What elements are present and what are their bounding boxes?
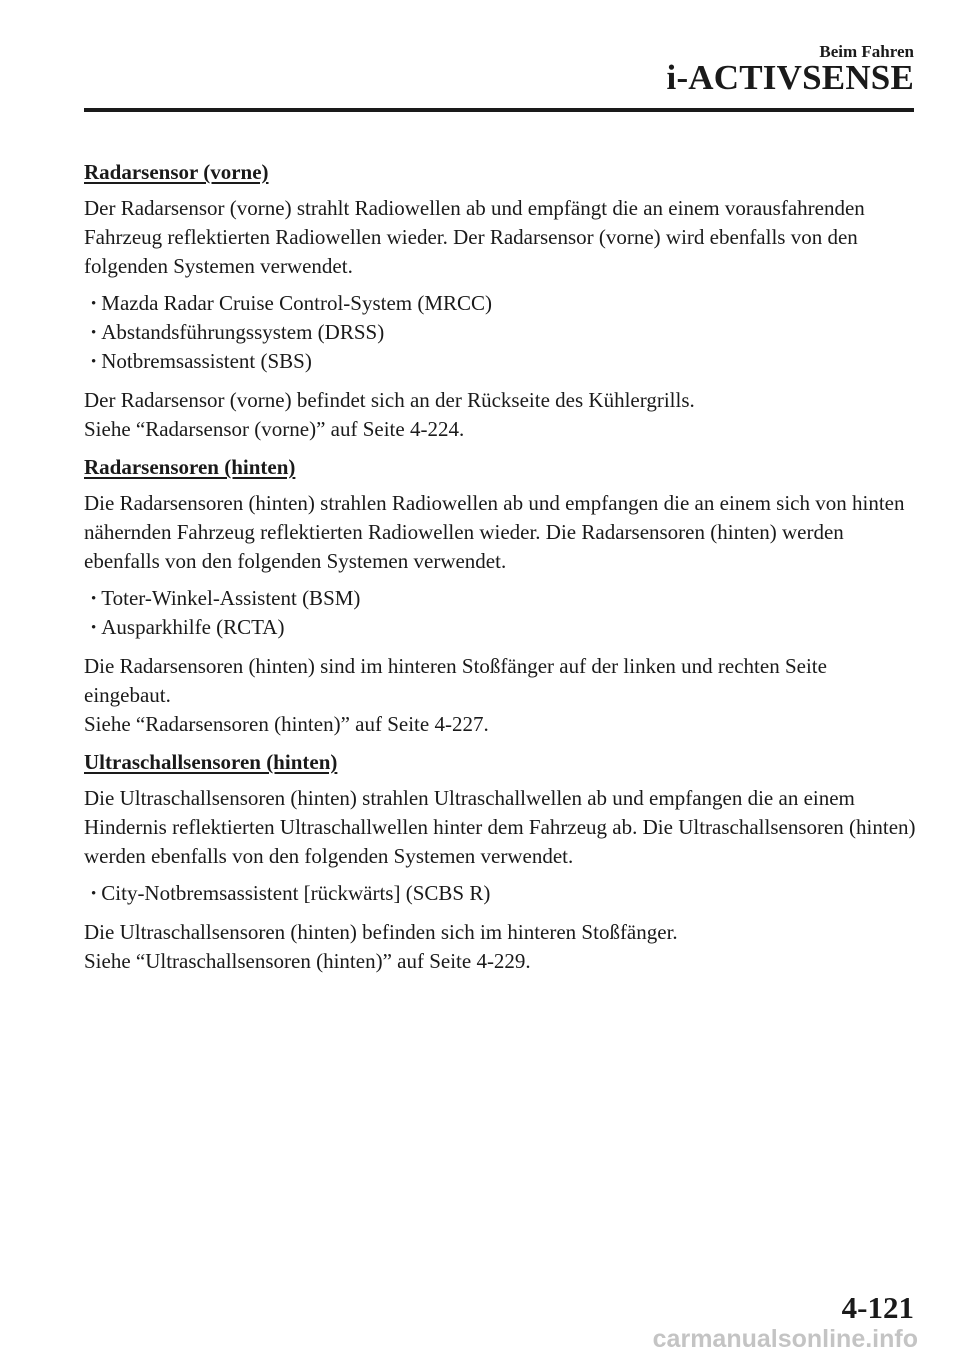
section-rear-radar [84, 453, 916, 739]
section-intro: Die Radarsensoren (hinten) strahlen Radiowellen ab und empfangen die an einem sich von hinten nähernden Fahrzeug reflektierten Radiowellen wieder. Die Radarsensoren (hinten) werden ebenfalls von den folgenden Systemen verwendet. [84, 491, 905, 573]
section-heading: Ultraschallsensoren (hinten) [84, 750, 338, 774]
watermark-text: carmanualsonline.info [652, 1325, 918, 1353]
page-reference: Siehe “Ultraschallsensoren (hinten)” auf Seite 4-229. [84, 949, 531, 973]
location-paragraph [84, 652, 916, 739]
location-text: Die Radarsensoren (hinten) sind im hinteren Stoßfänger auf der linken und rechten Seite eingebaut. [84, 654, 827, 707]
location-paragraph [84, 918, 916, 976]
page-content [84, 158, 916, 985]
header-divider [84, 108, 914, 112]
list-item: • City-Notbremsassistent [rückwärts] (SCBS R) [91, 880, 916, 909]
page-number: 4-121 [841, 1290, 914, 1325]
location-paragraph [84, 386, 916, 444]
section-intro: Die Ultraschallsensoren (hinten) strahlen Ultraschallwellen ab und empfangen die an einem Hindernis reflektierten Ultraschallwellen hinter dem Fahrzeug ab. Die Ultraschallsensoren (hinten) werden ebenfalls von den folgenden Systemen verwendet. [84, 786, 916, 868]
list-item: • Ausparkhilfe (RCTA) [91, 614, 916, 643]
location-text: Die Ultraschallsensoren (hinten) befinden sich im hinteren Stoßfänger. [84, 920, 678, 944]
location-text: Der Radarsensor (vorne) befindet sich an der Rückseite des Kühlergrills. [84, 388, 695, 412]
systems-list [84, 290, 916, 377]
list-item: • Toter-Winkel-Assistent (BSM) [91, 585, 916, 614]
section-title: i-ACTIVSENSE [666, 58, 914, 97]
chapter-label: Beim Fahren [819, 42, 914, 61]
page-reference: Siehe “Radarsensoren (hinten)” auf Seite 4-227. [84, 712, 489, 736]
page-reference: Siehe “Radarsensor (vorne)” auf Seite 4-224. [84, 417, 465, 441]
section-intro: Der Radarsensor (vorne) strahlt Radiowellen ab und empfängt die an einem vorausfahrenden Fahrzeug reflektierten Radiowellen wieder. Der Radarsensor (vorne) wird ebenfalls von den folgenden Systemen verwendet. [84, 196, 865, 278]
list-item: • Mazda Radar Cruise Control-System (MRCC) [91, 290, 916, 319]
list-item: • Abstandsführungssystem (DRSS) [91, 319, 916, 348]
systems-list [84, 585, 916, 643]
section-rear-ultrasonic [84, 748, 916, 976]
systems-list [84, 880, 916, 909]
list-item: • Notbremsassistent (SBS) [91, 348, 916, 377]
section-front-radar [84, 158, 916, 444]
section-heading: Radarsensoren (hinten) [84, 455, 296, 479]
section-heading: Radarsensor (vorne) [84, 160, 269, 184]
